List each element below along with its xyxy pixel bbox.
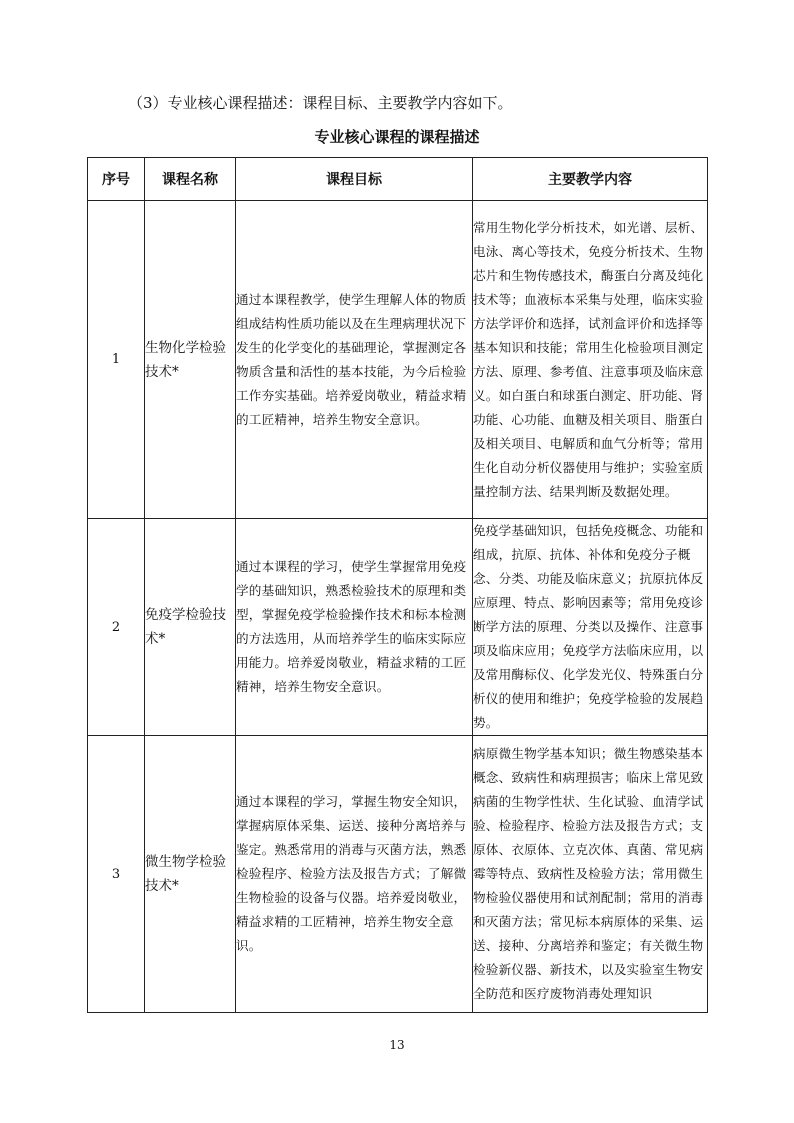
table-row xyxy=(88,736,708,1013)
row-index: 3 xyxy=(88,736,145,1013)
course-name: 微生物学检验技术* xyxy=(145,736,236,1013)
course-name: 免疫学检验技术* xyxy=(145,519,236,736)
row-index: 1 xyxy=(88,201,145,519)
course-content: 常用生物化学分析技术，如光谱、层析、电泳、离心等技术，免疫分析技术、生物芯片和生物传感技术，酶蛋白分离及纯化技术等；血液标本采集与处理，临床实验方法学评价和选择，试剂盒评价和选择等基本知识和技能；常用生化检验项目测定方法、原理、参考值、注意事项及临床意义。如白蛋白和球蛋白测定、肝功能、肾功能、心功能、血糖及相关项目、脂蛋白及相关项目、电解质和血气分析等；常用生化自动分析仪器使用与维护；实验室质量控制方法、结果判断及数据处理。 xyxy=(473,201,708,519)
course-goal: 通过本课程教学，使学生理解人体的物质组成结构性质功能以及在生理病理状况下发生的化学变化的基础理论，掌握测定各物质含量和活性的基本技能，为今后检验工作夯实基础。培养爱岗敬业，精益求精的工匠精神，培养生物安全意识。 xyxy=(236,201,473,519)
header-index: 序号 xyxy=(88,158,145,201)
header-main-content: 主要教学内容 xyxy=(473,158,708,201)
table-row xyxy=(88,519,708,736)
header-course-name: 课程名称 xyxy=(145,158,236,201)
course-content: 病原微生物学基本知识；微生物感染基本概念、致病性和病理损害；临床上常见致病菌的生物学性状、生化试验、血清学试验、检验程序、检验方法及报告方式；支原体、衣原体、立克次体、真菌、常见病霉等特点、致病性及检验方法；常用微生物检验仪器使用和试剂配制；常用的消毒和灭菌方法；常见标本病原体的采集、运送、接种、分离培养和鉴定；有关微生物检验新仪器、新技术，以及实验室生物安全防范和医疗废物消毒处理知识 xyxy=(473,736,708,1013)
course-content: 免疫学基础知识，包括免疫概念、功能和组成，抗原、抗体、补体和免疫分子概念、分类、功能及临床意义；抗原抗体反应原理、特点、影响因素等；常用免疫诊断学方法的原理、分类以及操作、注意事项及临床应用；免疫学方法临床应用，以及常用酶标仪、化学发光仪、特殊蛋白分析仪的使用和维护；免疫学检验的发展趋势。 xyxy=(473,519,708,736)
table-row xyxy=(88,201,708,519)
course-name: 生物化学检验技术* xyxy=(145,201,236,519)
course-goal: 通过本课程的学习，使学生掌握常用免疫学的基础知识，熟悉检验技术的原理和类型，掌握免疫学检验操作技术和标本检测的方法选用，从而培养学生的临床实际应用能力。培养爱岗敬业，精益求精的工匠精神，培养生物安全意识。 xyxy=(236,519,473,736)
table-header-row xyxy=(88,158,708,201)
table-title: 专业核心课程的课程描述 xyxy=(314,128,480,146)
page-number: 13 xyxy=(389,1038,405,1052)
row-index: 2 xyxy=(88,519,145,736)
header-course-goal: 课程目标 xyxy=(236,158,473,201)
course-table xyxy=(87,157,708,1013)
course-goal: 通过本课程的学习，掌握生物安全知识，掌握病原体采集、运送、接种分离培养与鉴定。熟悉常用的消毒与灭菌方法，熟悉检验程序、检验方法及报告方式；了解微生物检验的设备与仪器。培养爱岗敬业，精益求精的工匠精神，培养生物安全意识。 xyxy=(236,736,473,1013)
intro-text: （3）专业核心课程描述：课程目标、主要教学内容如下。 xyxy=(128,94,513,112)
